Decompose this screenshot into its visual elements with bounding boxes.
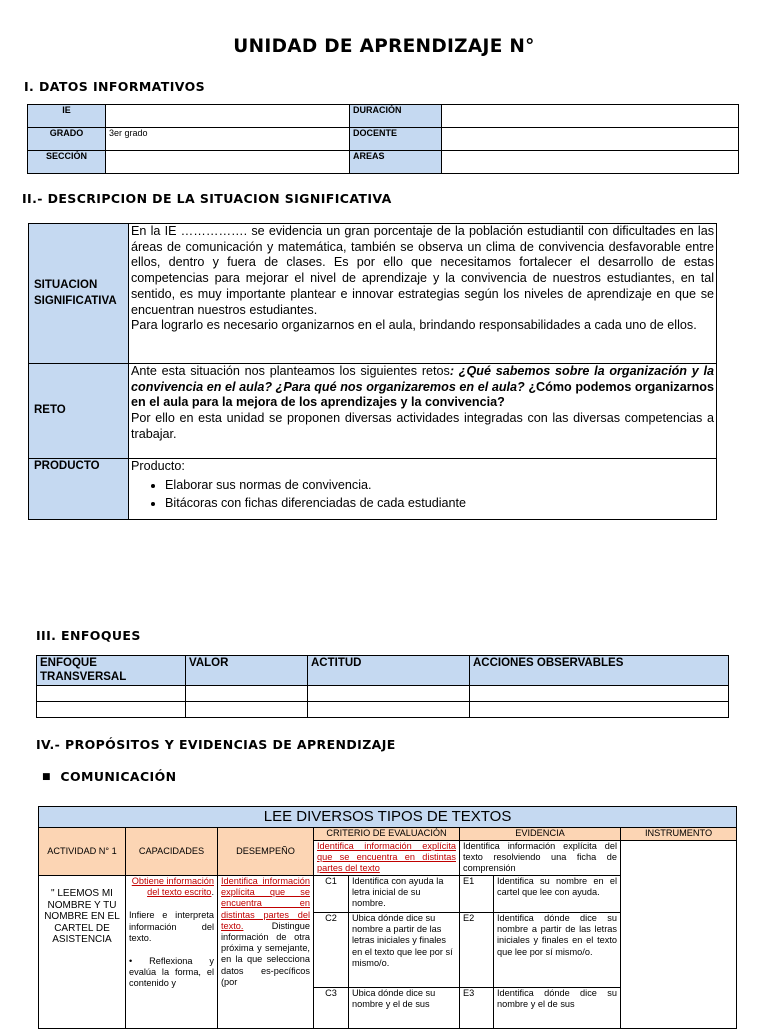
table-row — [29, 459, 717, 520]
instrumento-cell[interactable] — [621, 841, 737, 1029]
evidencia-code: E1 — [460, 876, 494, 913]
valor-header: VALOR — [186, 656, 308, 686]
actitud-cell[interactable] — [308, 686, 470, 702]
desempeno-highlight: Identifica información explícita que se encuentra en distintas partes del texto. — [221, 876, 310, 931]
evidencia-header: EVIDENCIA — [460, 828, 621, 841]
ie-label: IE — [28, 105, 106, 128]
table-row — [37, 656, 729, 686]
situacion-text — [129, 224, 717, 364]
table-row — [29, 364, 717, 459]
situacion-table — [28, 223, 717, 520]
instrumento-header: INSTRUMENTO — [621, 828, 737, 841]
enfoque-cell[interactable] — [37, 686, 186, 702]
table-row — [39, 828, 737, 841]
evidencia-general: Identifica información explícita del texto resolviendo una ficha de comprensión — [460, 841, 621, 876]
comunicacion-label: COMUNICACIÓN — [60, 769, 177, 784]
situacion-label: SITUACION SIGNIFICATIVA — [29, 224, 129, 364]
ie-value[interactable] — [106, 105, 350, 128]
enfoque-header: ENFOQUE TRANSVERSAL — [37, 656, 186, 686]
enfoques-table — [36, 655, 729, 718]
table-row — [37, 686, 729, 702]
evidencia-text: Identifica su nombre en el cartel que lee con ayuda. — [494, 876, 621, 913]
comunicacion-table — [38, 806, 737, 1029]
reto-paragraph-2: Por ello en esta unidad se proponen diversas actividades integradas con las diversas competencias a trabajar. — [131, 411, 714, 441]
criterio-text: Ubica dónde dice su nombre a partir de las letras iniciales y finales en el texto que lee por sí mismo/o. — [349, 913, 460, 988]
duracion-label: DURACIÓN — [350, 105, 442, 128]
table-row — [29, 224, 717, 364]
valor-cell[interactable] — [186, 702, 308, 718]
reto-text — [129, 364, 717, 459]
list-item: • Bitácoras con fichas diferenciadas de cada estudiante — [165, 496, 714, 512]
grado-value[interactable]: 3er grado — [106, 128, 350, 151]
competencia-title: LEE DIVERSOS TIPOS DE TEXTOS — [39, 807, 737, 828]
table-row — [37, 702, 729, 718]
page-title: UNIDAD DE APRENDIZAJE N° — [233, 36, 535, 57]
table-row — [28, 105, 739, 128]
reto-label: RETO — [29, 364, 129, 459]
producto-label: PRODUCTO — [29, 459, 129, 520]
criterio-code: C1 — [314, 876, 349, 913]
enfoque-cell[interactable] — [37, 702, 186, 718]
reto-main-question: ¿Cómo podemos organizarnos en el aula para la mejora de los aprendizajes y la convivencia? — [131, 379, 715, 410]
criterio-code: C2 — [314, 913, 349, 988]
duracion-value[interactable] — [442, 105, 739, 128]
acciones-header: ACCIONES OBSERVABLES — [470, 656, 729, 686]
capacidades-header: CAPACIDADES — [126, 828, 218, 876]
actitud-cell[interactable] — [308, 702, 470, 718]
capacidad-reflexiona: • Reflexiona y evalúa la forma, el contenido y — [129, 956, 214, 989]
capacidad-infiere: Infiere e interpreta información del texto. — [129, 910, 214, 943]
list-item: • Elaborar sus normas de convivencia. — [165, 478, 714, 494]
valor-cell[interactable] — [186, 686, 308, 702]
criterio-text: Ubica dónde dice su nombre y el de sus — [349, 988, 460, 1029]
docente-label: DOCENTE — [350, 128, 442, 151]
acciones-cell[interactable] — [470, 686, 729, 702]
desempeno-rest: Distingue información de otra próxima y semejante, en la que selecciona datos es-pecíficos (por — [221, 920, 310, 987]
desempeno-header: DESEMPEÑO — [218, 828, 314, 876]
criterio-code: C3 — [314, 988, 349, 1029]
actividad-header: ACTIVIDAD N° 1 — [39, 828, 126, 876]
reto-questions: : ¿Qué sabemos sobre la organización y la convivencia en el aula? ¿Para qué nos organizaremos en el aula? — [131, 364, 714, 394]
table-row — [28, 128, 739, 151]
areas-value[interactable] — [442, 151, 739, 174]
table-row — [28, 151, 739, 174]
datos-informativos-table — [27, 104, 739, 174]
square-bullet-icon: ■ — [42, 772, 51, 782]
section-situacion-heading: II.- DESCRIPCION DE LA SITUACION SIGNIFICATIVA — [22, 191, 392, 206]
section-enfoques-heading: III. ENFOQUES — [36, 628, 141, 643]
seccion-label: SECCIÓN — [28, 151, 106, 174]
desempeno-cell — [218, 876, 314, 1029]
situacion-paragraph: En la IE ……………. se evidencia un gran porcentaje de la población estudiantil con dificultades en las áreas de comunicación y matemática, también se observa un clima de convivencia desfavorable entre ellos, dentro y fuera de clases. Es por ello que necesitamos fortalecer el desarrollo de estas competencias para mejorar el nivel de aprendizaje y la convivencia de nuestros estudiantes, en tal sentido, es muy importante plantear e innovar estrategias según los niveles de aprendizaje en que se encuentran nuestros estudiantes. — [131, 224, 714, 317]
section-propositos-heading: IV.- PROPÓSITOS Y EVIDENCIAS DE APRENDIZAJE — [36, 737, 396, 752]
situacion-paragraph-2: Para lograrlo es necesario organizarnos en el aula, brindando responsabilidades a cada uno de ellos. — [131, 318, 697, 333]
areas-label: AREAS — [350, 151, 442, 174]
table-row — [39, 807, 737, 828]
producto-intro: Producto: — [131, 459, 185, 473]
seccion-value[interactable] — [106, 151, 350, 174]
evidencia-code: E2 — [460, 913, 494, 988]
reto-intro: Ante esta situación nos planteamos los siguientes retos — [131, 364, 450, 378]
acciones-cell[interactable] — [470, 702, 729, 718]
evidencia-code: E3 — [460, 988, 494, 1029]
capacidades-cell: Obtiene información del texto escrito. Infiere e interpreta información del texto. • Reflexiona y evalúa la forma, el contenido y — [126, 876, 218, 1029]
capacidad-obtiene: Obtiene información del texto escrito — [131, 876, 214, 898]
producto-list — [131, 478, 714, 512]
evidencia-text: Identifica dónde dice su nombre y el de sus — [494, 988, 621, 1029]
docente-value[interactable] — [442, 128, 739, 151]
section-datos-heading: I. DATOS INFORMATIVOS — [24, 79, 206, 94]
producto-text — [129, 459, 717, 520]
grado-label: GRADO — [28, 128, 106, 151]
actividad-name: " LEEMOS MI NOMBRE Y TU NOMBRE EN EL CARTEL DE ASISTENCIA — [39, 876, 126, 1029]
criterio-general: Identifica información explícita que se encuentra en distintas partes del texto — [314, 841, 460, 876]
criterio-text: Identifica con ayuda la letra inicial de su nombre. — [349, 876, 460, 913]
evidencia-text: Identifica dónde dice su nombre a partir de las letras iniciales y finales en el texto que lee por sí mismo/o. — [494, 913, 621, 988]
comunicacion-bullet — [42, 769, 176, 784]
actitud-header: ACTITUD — [308, 656, 470, 686]
criterio-header: CRITERIO DE EVALUACIÓN — [314, 828, 460, 841]
